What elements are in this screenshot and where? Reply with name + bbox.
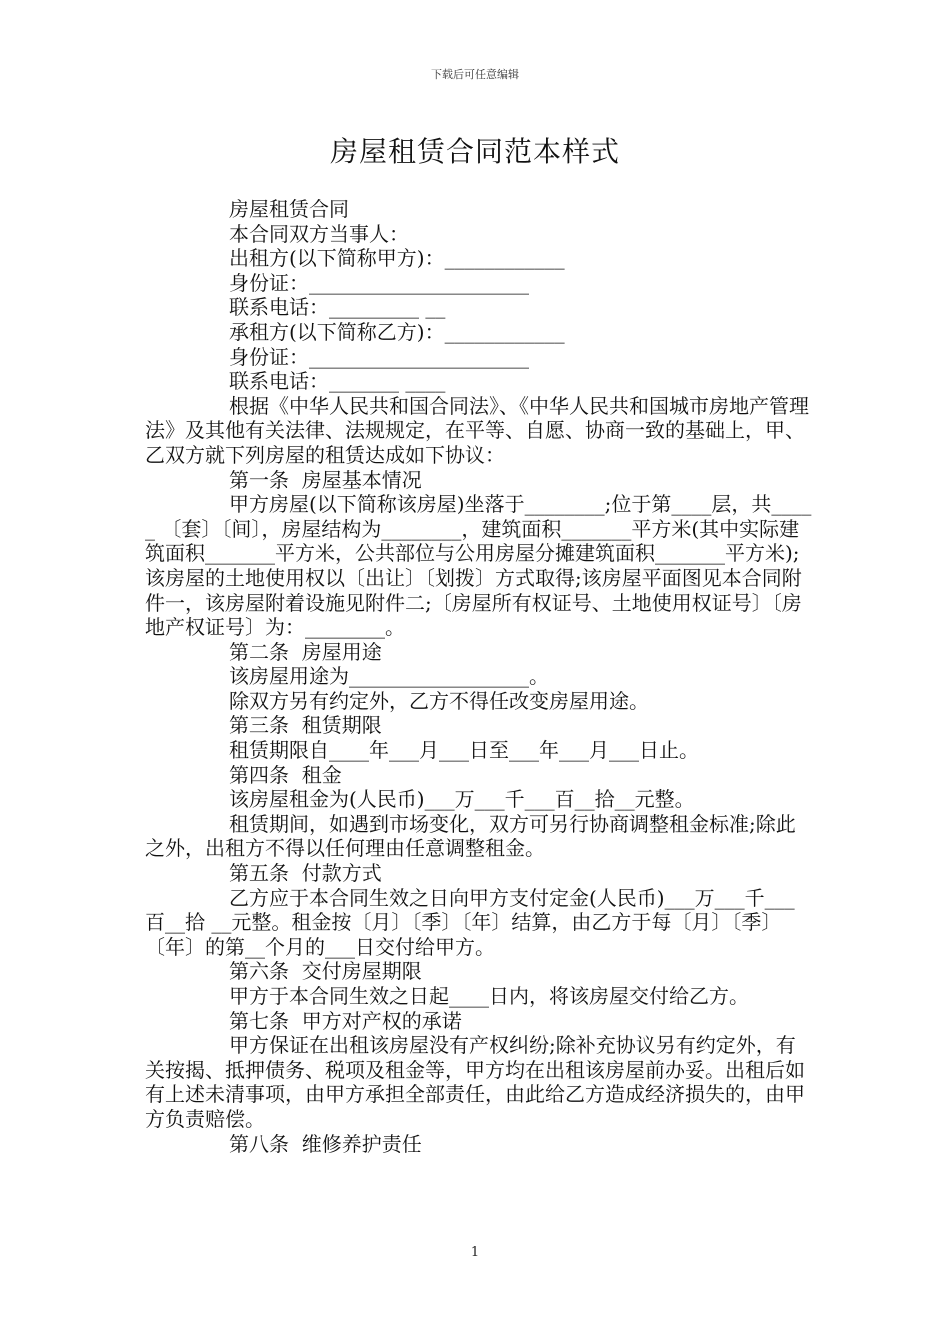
section-heading: 第五条 付款方式 — [229, 861, 382, 886]
paragraph: 房屋租赁合同 — [229, 197, 349, 221]
paragraph: 联系电话：_______ ____ — [229, 369, 446, 394]
section-heading: 第四条 租金 — [229, 762, 342, 787]
paragraph: 联系电话：_________ __ — [229, 295, 446, 320]
document-body — [145, 197, 813, 1156]
paragraph: 乙方应于本合同生效之日向甲方支付定金(人民币)___万___千___百__拾 __元整。租金按〔月〕〔季〕〔年〕结算，由乙方于每〔月〕〔季〕〔年〕的第__个月的___日交付给甲方。 — [145, 885, 795, 959]
section-heading: 第二条 房屋用途 — [229, 639, 382, 664]
paragraph: 甲方于本合同生效之日起____日内，将该房屋交付给乙方。 — [229, 984, 749, 1008]
paragraph: 租赁期间，如遇到市场变化，双方可另行协商调整租金标准;除此之外，出租方不得以任何理由任意调整租金。 — [145, 811, 796, 861]
document-title: 房屋租赁合同范本样式 — [329, 135, 620, 168]
paragraph: 该房屋租金为(人民币)___万___千___百__拾__元整。 — [229, 787, 695, 812]
paragraph: 该房屋用途为__________________。 — [229, 664, 549, 689]
paragraph: 根据《中华人民共和国合同法》、《中华人民共和国城市房地产管理法》及其他有关法律、法规规定，在平等、自愿、协商一致的基础上，甲、乙双方就下列房屋的租赁达成如下协议： — [145, 393, 809, 467]
section-heading: 第八条 维修养护责任 — [229, 1131, 422, 1156]
section-heading: 第三条 租赁期限 — [229, 713, 382, 738]
paragraph: 承租方(以下简称乙方)：____________ — [229, 319, 565, 344]
header-note: 下载后可任意编辑 — [431, 68, 519, 81]
paragraph: 甲方房屋(以下简称该房屋)坐落于________;位于第____层，共_____ 〔套〕〔间〕，房屋结构为________，建筑面积_______平方米(其中实际建筑面积_______平方米，公共部位与公用房屋分摊建筑面积_______平方米);该房屋的土地使用权以〔出让〕〔划拨〕方式取得;该房屋平面图见本合同附件一，该房屋附着设施见附件二;〔房屋所有权证号、土地使用权证号〕〔房地产权证号〕为：________。 — [145, 492, 812, 640]
paragraph: 出租方(以下简称甲方)：____________ — [229, 246, 565, 271]
page-number: 1 — [470, 1245, 480, 1260]
paragraph: 身份证：______________________ — [229, 270, 529, 295]
paragraph: 身份证：______________________ — [229, 344, 529, 369]
section-heading: 第七条 甲方对产权的承诺 — [229, 1008, 462, 1033]
section-heading: 第六条 交付房屋期限 — [229, 959, 422, 984]
section-heading: 第一条 房屋基本情况 — [229, 467, 422, 492]
paragraph: 甲方保证在出租该房屋没有产权纠纷;除补充协议另有约定外，有关按揭、抵押债务、税项及租金等，甲方均在出租该房屋前办妥。出租后如有上述未清事项，由甲方承担全部责任，由此给乙方造成经济损失的，由甲方负责赔偿。 — [145, 1033, 805, 1131]
paragraph: 本合同双方当事人： — [229, 221, 409, 246]
paragraph: 除双方另有约定外，乙方不得任改变房屋用途。 — [229, 688, 649, 713]
paragraph: 租赁期限自____年___月___日至___年___月___日止。 — [229, 738, 699, 763]
